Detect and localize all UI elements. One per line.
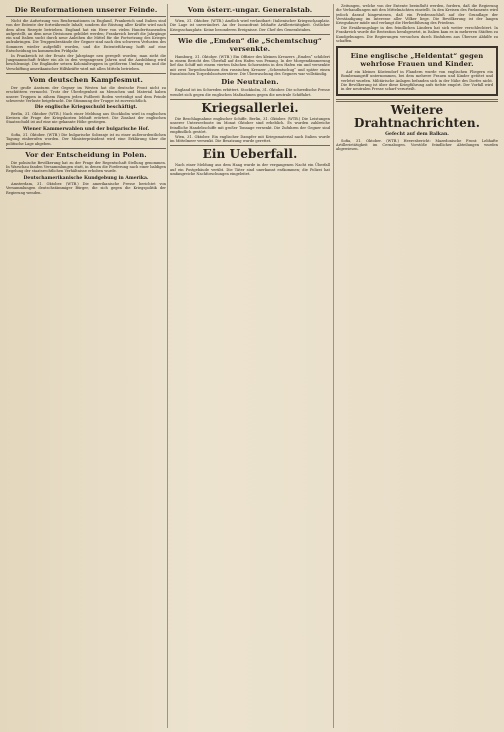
article-paragraph: Der große Ansturm der Gegner im Westen hat die deutsche Front nicht zu erschüttern vermocht. Trotz der Überlegenheit an Menschen und Material haben unsere Truppen in zähem Ringen jeden Fußbreit Boden verteidigt und dem Feinde schwerste Verluste beigebracht. Die Stimmung der Truppe ist zuversichtlich. xyxy=(6,86,166,103)
article-heading: Die Reuformationen unserer Feinde. xyxy=(14,6,158,14)
article-paragraph: Berlin, 31. Oktober (WTB.) Nach einer Meldung aus Stockholm wird in englischen Kreisen die Frage der Kriegskosten lebhaft erörtert. Die Zinslast der englischen Staatsschuld ist auf eine nie gekannte Höhe gestiegen. xyxy=(6,111,166,125)
article-paragraph: Nach einer Meldung aus dem Haag wurde in der vergangenen Nacht ein Überfall auf ein Postgebäude verübt. Die Täter sind unerkannt entkommen; die Polizei hat umfangreiche Nachforschungen eingeleitet. xyxy=(170,163,330,176)
column-middle xyxy=(170,4,330,728)
article-heading: Die Neutralen. xyxy=(221,78,279,87)
article-paragraph: Amsterdam, 31. Oktober. (WTB.) Die amerikanische Presse berichtet von Versammlungen deutschstämmiger Bürger, die sich gegen die Kriegspolitik der Regierung wenden. xyxy=(6,182,166,195)
article-subheading: Wiener Kammerwahlen und der bulgarische Hof. xyxy=(22,126,150,132)
boxed-article xyxy=(336,46,498,96)
article-paragraph: Sofia, 31. Oktober. (WTB.) Die bulgarische Sobranje ist zu einer außerordentlichen Tagung einberufen worden. Der Ministerpräsident wird eine Erklärung über die politische Lage abgeben. xyxy=(6,132,166,146)
article-subheading: Die englische Kriegsschuld beschäftigt. xyxy=(34,105,138,111)
article-paragraph: Die Beschlagnahme englischer Schiffe. Berlin, 31. Oktober. (WTB.) Die Leistungen unserer Unterseeboote im Monat Oktober sind erheblich. Es wurden zahlreiche feindliche Handelsschiffe mit großer Tonnage versenkt. Die Zufuhren der Gegner sind empfindlich gestört. xyxy=(170,116,330,134)
article-heading: Vom deutschen Kampfesmut. xyxy=(29,76,143,85)
article-heading: Vom österr.-ungar. Generalstab. xyxy=(187,6,313,14)
section-heading: Ein Ueberfall. xyxy=(202,147,298,162)
article-paragraph: Nicht die Aufsetzung von Reuformationen in England, Frankreich und Italien sind von der Entente der fortwährende Inhalt; sondern die Rüstung aller Kräfte wird nach dem alten Rezepte betrieben. England hat ein Heer von vielen Hunderttausenden aufgestellt, an dem neue Divisionen gebildet werden; Frankreich beruft die Jahrgänge ein und Italien sucht durch neue Anleihen die Mittel für die Fortsetzung des Krieges aufzubringen. Die Truppenbestände der Gegner sind nach den schweren Verlusten des Sommers wieder aufgefüllt worden, und die Ententeführung hofft auf eine Entscheidung im kommenden Frühjahr. xyxy=(6,19,166,54)
article-paragraph: Zeitungen, welche von der Entente beeinflußt werden, fordern, daß die Regierung die Verhandlungen mit den Mittelmächten einstellt. In den Kreisen des Parlaments wird jedoch darauf hingewiesen, daß ein Friedensschluß auf der Grundlage der Verständigung im Interesse aller Völker liege. Die Bevölkerung ist der langen Kriegsdauer müde und verlangt die Herbeiführung des Friedens. xyxy=(336,4,498,26)
section-heading: Kriegsallerlei. xyxy=(201,100,299,115)
column-right xyxy=(336,4,498,728)
article-heading: Vor der Entscheidung in Polen. xyxy=(25,150,147,159)
article-paragraph: Die Ernährungslage in den feindlichen Ländern hat sich weiter verschlechtert. In Frankreich wurde die Brotration herabgesetzt, in Italien kam es in mehreren Städten zu Kundgebungen. Die Regierungen versuchen durch Einfuhren aus Übersee Abhilfe zu schaffen. xyxy=(336,25,498,43)
article-paragraph: Wien, 31. Oktober. (WTB.) Amtlich wird verlautbart: Italienischer Kriegsschauplatz. Die Lage ist unverändert. An der Isonzofront lebhafte Artillerietätigkeit. Östlicher Kriegsschauplatz: Keine besonderen Ereignisse. Der Chef des Generalstabes. xyxy=(170,19,330,32)
article-paragraph: Die polnische Bevölkerung hat zu der Frage der Regentschaft Stellung genommen. In Warschau fanden Versammlungen statt, in denen die Forderung nach einer baldigen Regelung der staatsrechtlichen Verhältnisse erhoben wurde. xyxy=(6,160,166,174)
article-heading: Eine englische „Heldentat“ gegen wehrlose Frauen und Kinder. xyxy=(350,52,484,69)
article-heading: Wie die „Emden“ die „Schemtschug“ versenkte. xyxy=(178,36,322,53)
article-paragraph: England ist im Schweden erbittert. Stockholm, 31. Oktober. Die schwedische Presse wendet sich gegen die englischen Maßnahmen gegen die neutrale Schiffahrt. xyxy=(170,88,330,97)
article-paragraph: Sofia, 31. Oktober. (WTB.) Heeresbericht: Mazedonische Front: Lebhafte Artillerietätigkeit im Cernabogen. Vorstöße feindlicher Abteilungen wurden abgewiesen. xyxy=(336,138,498,152)
column-divider xyxy=(333,4,334,728)
article-paragraph: Wien, 31. Oktober. Ein englischer Dampfer mit Kriegsmaterial nach Italien wurde im Mittelmeer versenkt. Die Besatzung wurde gerettet. xyxy=(170,134,330,143)
column-left xyxy=(6,4,166,728)
article-subheading: Deutschamerikanische Kundgebung in Amerika. xyxy=(23,175,149,181)
article-paragraph: In Frankreich ist der Ersatz der Jahrgänge neu geregelt worden; man zieht die Jungmannschaft früher ein als in den vergangenen Jahren und die Ausbildung wird beschleunigt. Die Engländer setzen Kolonialtruppen in größerem Umfang ein und die Verschiffung amerikanischer Hilfskräfte wird mit allen Mitteln betrieben. xyxy=(6,53,166,71)
article-subheading: Gefecht auf dem Balkan. xyxy=(385,132,449,138)
column-divider xyxy=(167,4,168,728)
article-paragraph: Hamburg, 31. Oktober. (WTB.) Ein Offizier des kleinen Kreuzers „Emden“ schildert in einem Bericht den Überfall auf den Hafen von Penang. In der Morgendämmerung lief das Schiff mit einem vierten falschen Schornstein in den Hafen ein und versenkte mit zwei Torpedoschüssen den russischen Kreuzer „Schemtschug“ und später einen französischen Torpedobootszerstörer. Die Überraschung des Gegners war vollständig. xyxy=(170,54,330,77)
article-paragraph: Auf ein kleines Küstendorf in Flandern wurde von englischen Fliegern ein Bombenangriff unternommen, bei dem mehrere Frauen und Kinder getötet und verletzt wurden. Militärische Anlagen befanden sich in der Nähe des Dorfes nicht. Die Bevölkerung ist über diese Kriegführung aufs tiefste empört. Der Vorfall wird in der neutralen Presse scharf verurteilt. xyxy=(341,70,493,92)
section-heading: Weitere Drahtnachrichten. xyxy=(354,103,480,131)
